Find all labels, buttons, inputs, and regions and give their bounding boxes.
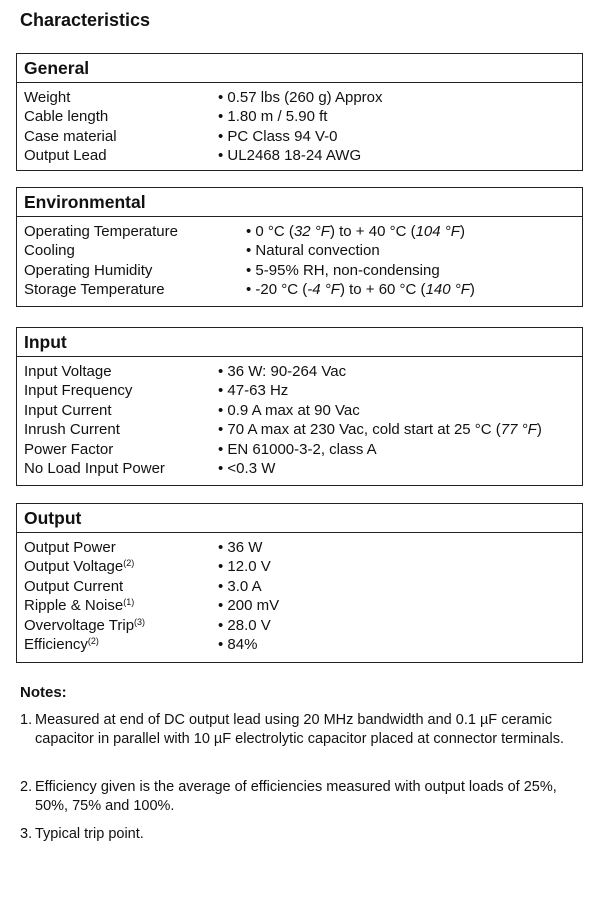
spec-value: • 1.80 m / 5.90 ft xyxy=(218,107,327,126)
spec-row xyxy=(17,440,582,459)
note-number: 2. xyxy=(20,779,33,795)
spec-label: Inrush Current xyxy=(24,421,120,439)
spec-label: Overvoltage Trip$^{(3)}$ xyxy=(24,616,146,634)
spec-value: • 5-95% RH, non-condensing xyxy=(246,261,440,280)
spec-row xyxy=(17,362,582,381)
spec-label: Output Current xyxy=(24,577,124,595)
spec-value: • 47-63 Hz xyxy=(218,381,288,400)
spec-label: Cooling xyxy=(24,242,75,260)
spec-row xyxy=(17,127,582,146)
note-number: 1. xyxy=(20,712,33,728)
spec-row xyxy=(17,635,582,654)
spec-value: • PC Class 94 V-0 xyxy=(218,127,337,146)
spec-value: • 200 mV xyxy=(218,596,279,615)
note-text: Typical trip point. xyxy=(35,826,144,842)
spec-value: • EN 61000-3-2, class A xyxy=(218,440,377,459)
footnote-ref: (2) xyxy=(123,558,135,569)
spec-label: Cable length xyxy=(24,108,109,126)
spec-value: • 70 A max at 230 Vac, cold start at 25 °C (77 °F) xyxy=(218,420,542,439)
spec-row xyxy=(17,381,582,400)
spec-label: No Load Input Power xyxy=(24,459,165,477)
spec-label: Input Voltage xyxy=(24,363,112,380)
spec-label: Case material xyxy=(24,127,117,145)
note-text: Measured at end of DC output lead using 20 MHz bandwidth and 0.1 µF ceramic capacitor in parallel with 10 µF electrolytic capacitor placed at connector terminals. xyxy=(35,712,564,747)
spec-value: • UL2468 18-24 AWG xyxy=(218,146,361,165)
note-item xyxy=(20,711,580,748)
spec-value: • Natural convection xyxy=(246,241,380,260)
spec-label: Input Current xyxy=(24,401,112,419)
spec-row xyxy=(17,146,582,165)
spec-value: • 36 W xyxy=(218,538,262,557)
spec-label: Ripple & Noise$^{(1)}$ xyxy=(24,597,135,615)
spec-row xyxy=(17,420,582,439)
environmental-section xyxy=(16,187,583,307)
spec-value: • -20 °C (-4 °F) to + 60 °C (140 °F) xyxy=(246,280,475,299)
spec-label: Storage Temperature xyxy=(24,281,165,299)
spec-value: • 0.57 lbs (260 g) Approx xyxy=(218,88,383,107)
spec-row xyxy=(17,88,582,107)
spec-row xyxy=(17,107,582,126)
spec-value: • 84% xyxy=(218,635,257,654)
spec-row xyxy=(17,222,582,241)
spec-label: Output Voltage$^{(2)}$ xyxy=(24,558,135,576)
spec-row xyxy=(17,538,582,557)
spec-row xyxy=(17,577,582,596)
spec-row xyxy=(17,261,582,280)
notes-heading: Notes: xyxy=(20,684,67,701)
spec-value: • 36 W: 90-264 Vac xyxy=(218,362,346,381)
spec-value: • 3.0 A xyxy=(218,577,262,596)
spec-value: • 28.0 V xyxy=(218,616,271,635)
spec-label: Input Frequency xyxy=(24,382,133,400)
spec-row xyxy=(17,557,582,576)
spec-row xyxy=(17,596,582,615)
page-title: Characteristics xyxy=(20,10,151,30)
spec-row xyxy=(17,241,582,260)
section-heading: Input xyxy=(17,328,582,357)
spec-value: • <0.3 W xyxy=(218,459,275,478)
section-heading: Environmental xyxy=(17,188,582,217)
output-section xyxy=(16,503,583,663)
spec-value: • 12.0 V xyxy=(218,557,271,576)
spec-label: Power Factor xyxy=(24,440,114,458)
note-item xyxy=(20,825,580,844)
footnote-ref: (1) xyxy=(123,597,135,608)
spec-value: • 0.9 A max at 90 Vac xyxy=(218,401,360,420)
section-heading: General xyxy=(17,54,582,83)
general-section xyxy=(16,53,583,171)
spec-label: Operating Temperature xyxy=(24,223,178,240)
spec-label: Output Power xyxy=(24,539,116,556)
spec-label: Weight xyxy=(24,89,71,106)
spec-row xyxy=(17,459,582,478)
spec-row xyxy=(17,616,582,635)
spec-value: • 0 °C (32 °F) to + 40 °C (104 °F) xyxy=(246,222,465,241)
footnote-ref: (2) xyxy=(87,635,99,646)
spec-row xyxy=(17,280,582,299)
note-item xyxy=(20,778,580,815)
spec-label: Operating Humidity xyxy=(24,261,153,279)
note-text: Efficiency given is the average of efficiencies measured with output loads of 25%, 50%, 75% and 100%. xyxy=(35,779,557,814)
note-number: 3. xyxy=(20,826,33,842)
section-heading: Output xyxy=(17,504,582,533)
spec-label: Efficiency$^{(2)}$ xyxy=(24,635,99,653)
footnote-ref: (3) xyxy=(134,616,146,627)
spec-label: Output Lead xyxy=(24,147,107,165)
spec-row xyxy=(17,401,582,420)
input-section xyxy=(16,327,583,486)
